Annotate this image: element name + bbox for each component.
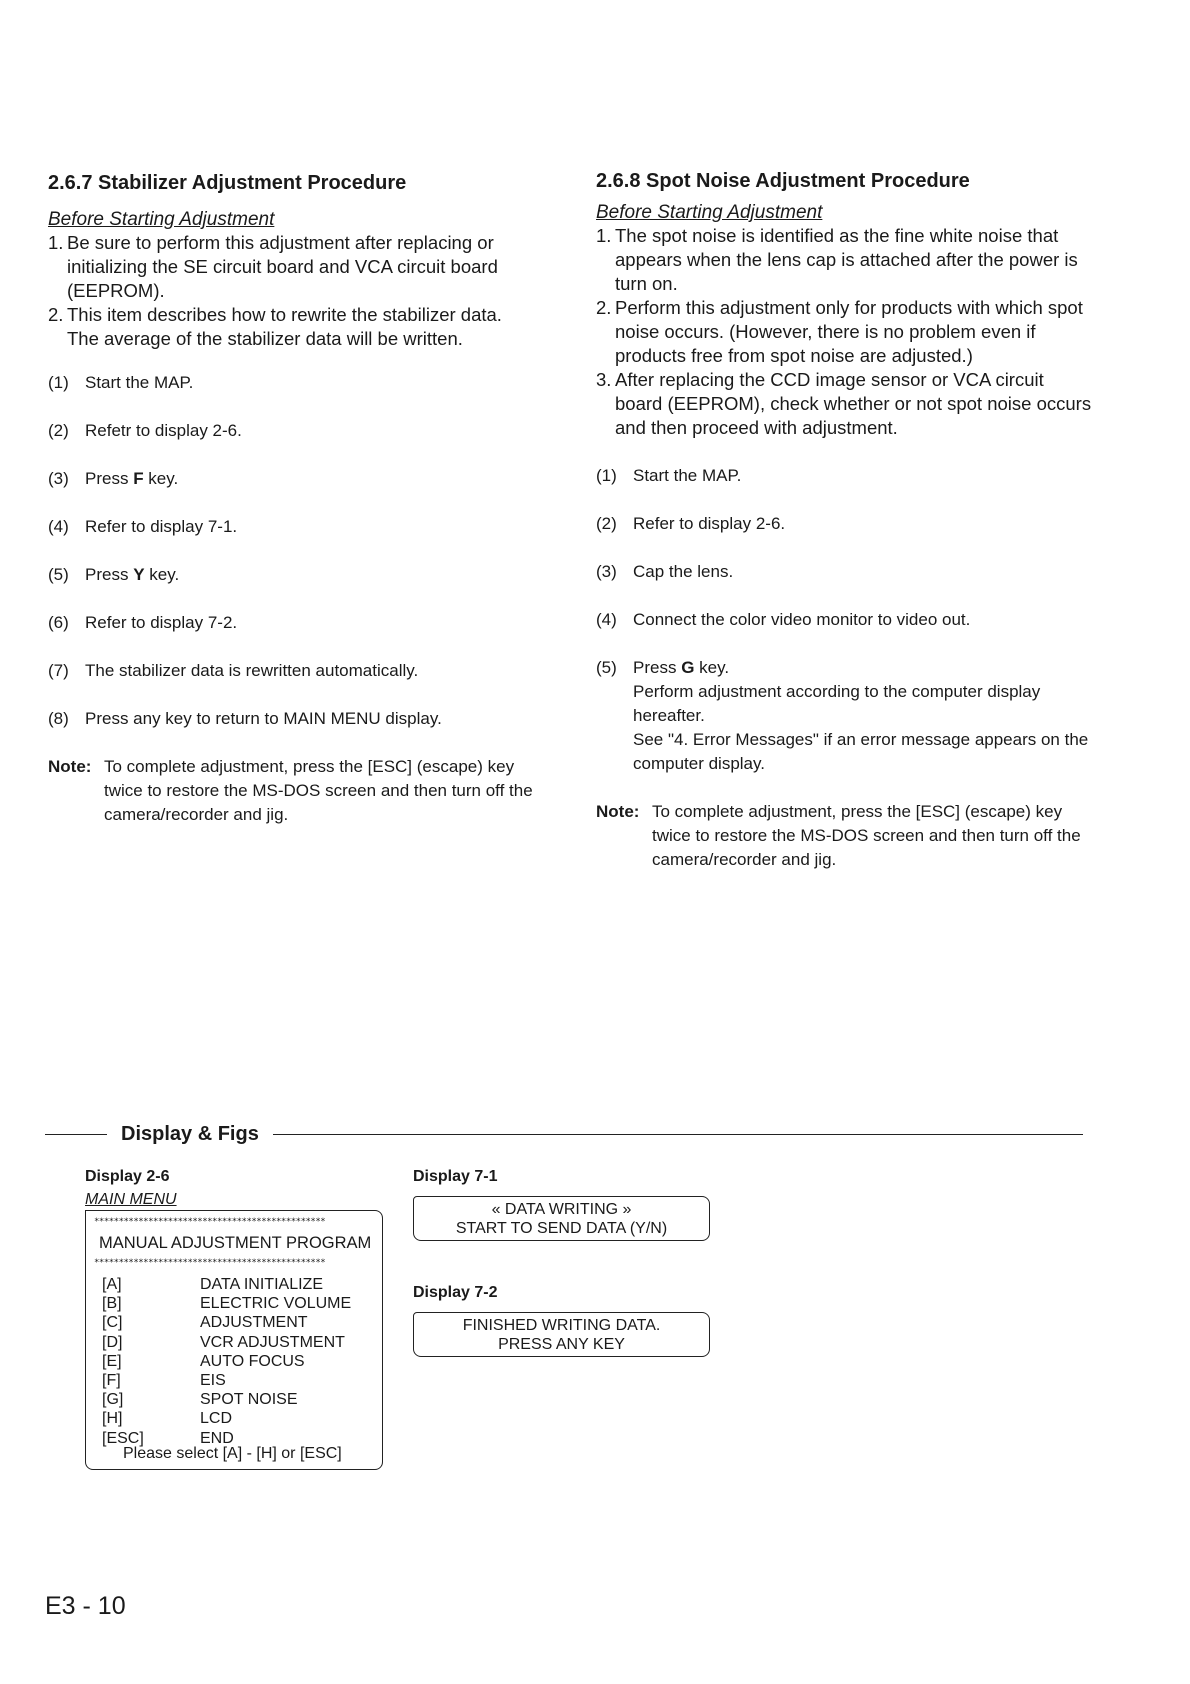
divider-line [273,1134,1083,1135]
menu-item: [E] AUTO FOCUS [102,1352,305,1370]
menu-item: [G] SPOT NOISE [102,1391,298,1409]
list-item: 1. The spot noise is identified as the fine white noise that appears when the lens cap is attached after the power is turn on. [596,225,1078,294]
menu-item: [H] LCD [102,1410,233,1428]
star-border: *********************************************** [94,1217,326,1227]
menu-items [102,1275,351,1448]
step-item: (2) Refer to display 2-6. [596,514,786,533]
step-item: (4) Connect the color video monitor to video out. [596,610,971,629]
step-item: (5) Press Y key. [48,565,180,584]
menu-item: [D] VCR ADJUSTMENT [102,1333,345,1351]
display-7-2-box [413,1312,710,1357]
step-item: (2) Refetr to display 2-6. [48,421,242,440]
step-item: (7) The stabilizer data is rewritten automatically. [48,661,419,680]
menu-heading: MANUAL ADJUSTMENT PROGRAM [99,1234,372,1252]
subhead: Before Starting Adjustment [596,202,823,223]
page-number: E3 - 10 [45,1592,126,1620]
display-line: PRESS ANY KEY [498,1336,625,1353]
list-item: 1. Be sure to perform this adjustment after replacing or initializing the SE circuit board and VCA circuit board (EEPROM). [48,232,498,301]
menu-item: [C] ADJUSTMENT [102,1314,308,1332]
stabilizer-section [48,172,538,827]
display-7-2-label: Display 7-2 [413,1284,498,1301]
divider-line [45,1134,107,1135]
figs-divider [45,1120,1083,1148]
intro-list [48,231,538,351]
menu-item: [F] EIS [102,1372,226,1390]
display-line: START TO SEND DATA (Y/N) [455,1220,668,1237]
intro-list [596,224,1096,440]
menu-item: [B] ELECTRIC VOLUME [102,1295,352,1313]
display-line: FINISHED WRITING DATA. [462,1317,661,1334]
step-item: (5) Press G key. Perform adjustment according to the computer display hereafter. See "4. Error Messages" if an error message appears on the computer display. [596,658,1089,773]
list-item: 2. Perform this adjustment only for products with which spot noise occurs. (However, there is no problem even if products free from spot noise are adjusted.) [596,297,1083,366]
note: Note: To complete adjustment, press the [ESC] (escape) key twice to restore the MS-DOS screen and then turn off the camera/recorder and jig. [596,802,1081,869]
figs-title: Display & Figs [121,1122,259,1145]
list-item: 3. After replacing the CCD image sensor or VCA circuit board (EEPROM), check whether or not spot noise occurs and then proceed with adjustment. [596,369,1092,438]
step-item: (1) Start the MAP. [596,466,742,485]
step-item: (8) Press any key to return to MAIN MENU display. [48,709,442,728]
step-item: (3) Cap the lens. [596,562,734,581]
spot-noise-section [596,170,1096,872]
step-item: (1) Start the MAP. [48,373,194,392]
list-item: 2. This item describes how to rewrite the stabilizer data. The average of the stabilizer data will be written. [48,304,502,349]
display-7-1-box [413,1196,710,1241]
steps-list [596,464,1096,776]
subhead: Before Starting Adjustment [48,209,275,230]
star-border: *********************************************** [94,1258,326,1268]
display-2-6-label: Display 2-6 [85,1168,170,1185]
section-title: 2.6.7 Stabilizer Adjustment Procedure [48,172,407,194]
steps-list [48,371,538,731]
section-title: 2.6.8 Spot Noise Adjustment Procedure [596,170,970,192]
menu-prompt: Please select [A] - [H] or [ESC] [123,1445,342,1462]
main-menu-title: MAIN MENU [85,1191,177,1208]
menu-item: [A] DATA INITIALIZE [102,1276,323,1293]
display-line: « DATA WRITING » [491,1201,632,1218]
step-item: (4) Refer to display 7-1. [48,517,238,536]
display-7-1-label: Display 7-1 [413,1168,498,1185]
main-menu-display [85,1210,383,1470]
menu-item: [ESC] END [102,1429,234,1447]
step-item: (3) Press F key. [48,469,179,488]
step-item: (6) Refer to display 7-2. [48,613,238,632]
note: Note: To complete adjustment, press the [ESC] (escape) key twice to restore the MS-DOS screen and then turn off the camera/recorder and jig. [48,757,533,824]
